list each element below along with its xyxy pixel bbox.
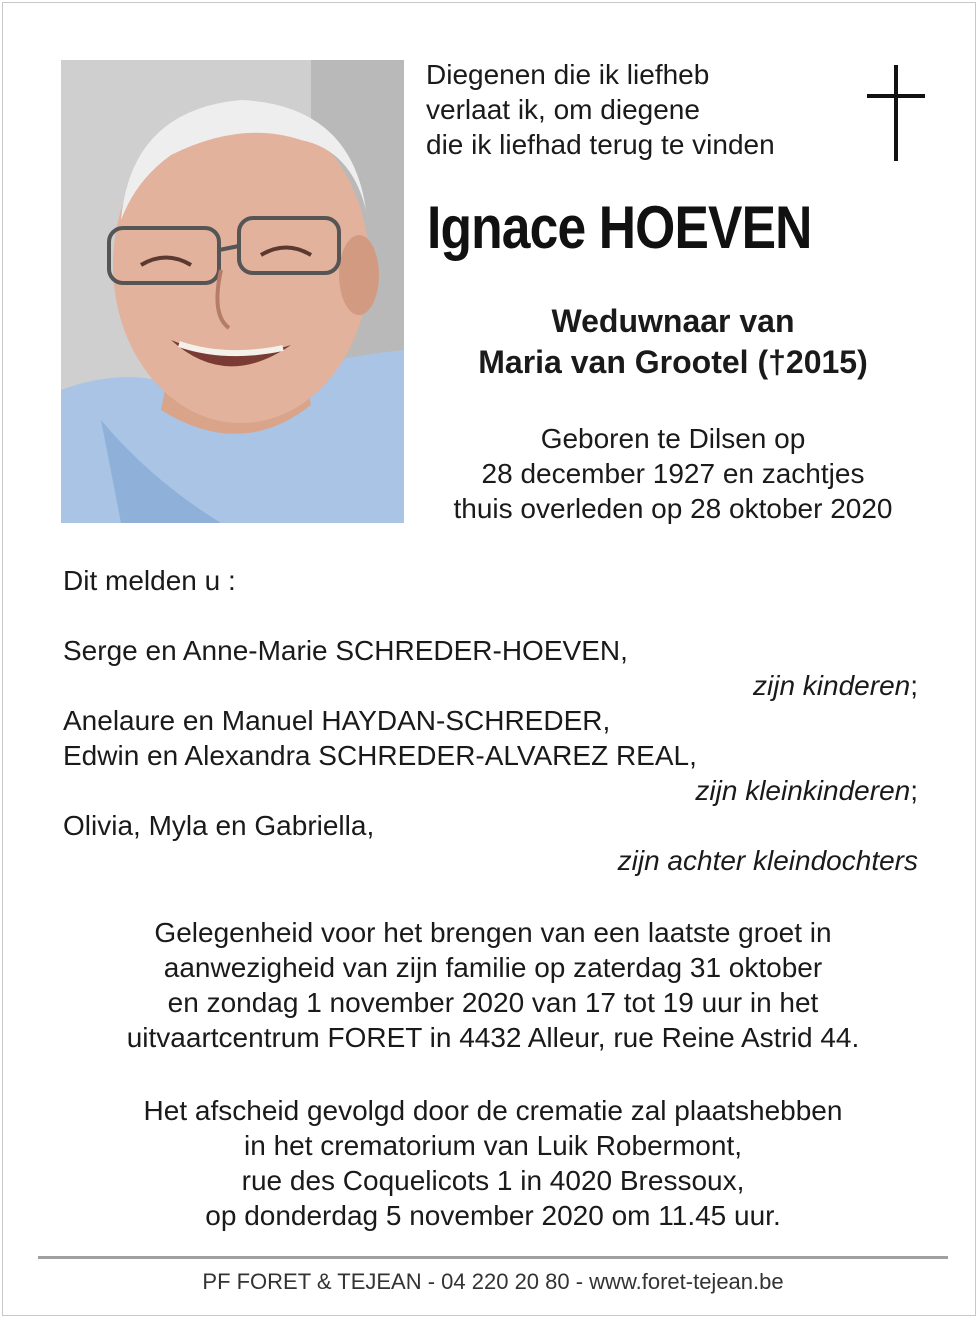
relation-text: zijn kleinkinderen bbox=[695, 775, 911, 806]
semicolon: ; bbox=[910, 670, 918, 701]
quote-line: die ik liefhad terug te vinden bbox=[426, 129, 775, 160]
family-list bbox=[63, 633, 918, 878]
farewell-line: op donderdag 5 november 2020 om 11.45 uur. bbox=[205, 1200, 781, 1231]
cross-icon bbox=[867, 65, 925, 161]
relation-text: zijn kinderen bbox=[753, 670, 911, 701]
opening-quote bbox=[426, 57, 775, 162]
death-notice-card bbox=[2, 2, 976, 1316]
children-names: Serge en Anne-Marie SCHREDER-HOEVEN, bbox=[63, 635, 628, 666]
visitation-info bbox=[43, 915, 943, 1055]
great-grandchildren-names: Olivia, Myla en Gabriella, bbox=[63, 810, 375, 841]
great-grandchildren-relation: zijn achter kleindochters bbox=[617, 845, 918, 876]
grandchildren-relation bbox=[63, 773, 918, 808]
deceased-name: Ignace HOEVEN bbox=[427, 194, 812, 261]
born-line: 28 december 1927 en zachtjes bbox=[481, 458, 865, 489]
grandchildren-names-2: Edwin en Alexandra SCHREDER-ALVAREZ REAL, bbox=[63, 740, 697, 771]
visit-line: aanwezigheid van zijn familie op zaterdag 31 oktober bbox=[163, 952, 823, 983]
farewell-line: in het crematorium van Luik Robermont, bbox=[244, 1130, 742, 1161]
widow-line: Weduwnaar van bbox=[551, 303, 795, 339]
quote-line: Diegenen die ik liefheb bbox=[426, 59, 710, 90]
born-line: Geboren te Dilsen op bbox=[540, 423, 806, 454]
semicolon: ; bbox=[910, 775, 918, 806]
farewell-line: rue des Coquelicots 1 in 4020 Bressoux, bbox=[241, 1165, 745, 1196]
farewell-info bbox=[43, 1093, 943, 1233]
footer-divider bbox=[38, 1256, 948, 1259]
portrait-photo bbox=[61, 60, 404, 523]
visit-line: Gelegenheid voor het brengen van een laatste groet in bbox=[154, 917, 832, 948]
grandchildren-names-1: Anelaure en Manuel HAYDAN-SCHREDER, bbox=[63, 705, 611, 736]
announce-heading: Dit melden u : bbox=[63, 565, 236, 596]
farewell-line: Het afscheid gevolgd door de crematie zal plaatshebben bbox=[143, 1095, 843, 1126]
widow-line: Maria van Grootel (†2015) bbox=[478, 344, 868, 380]
quote-line: verlaat ik, om diegene bbox=[426, 94, 700, 125]
birth-death-info bbox=[423, 421, 923, 526]
visit-line: uitvaartcentrum FORET in 4432 Alleur, rue Reine Astrid 44. bbox=[126, 1022, 860, 1053]
children-relation bbox=[63, 668, 918, 703]
visit-line: en zondag 1 november 2020 van 17 tot 19 uur in het bbox=[167, 987, 819, 1018]
funeral-home-footer: PF FORET & TEJEAN - 04 220 20 80 - www.foret-tejean.be bbox=[202, 1269, 784, 1294]
born-line: thuis overleden op 28 oktober 2020 bbox=[453, 493, 893, 524]
widower-of bbox=[423, 301, 923, 383]
